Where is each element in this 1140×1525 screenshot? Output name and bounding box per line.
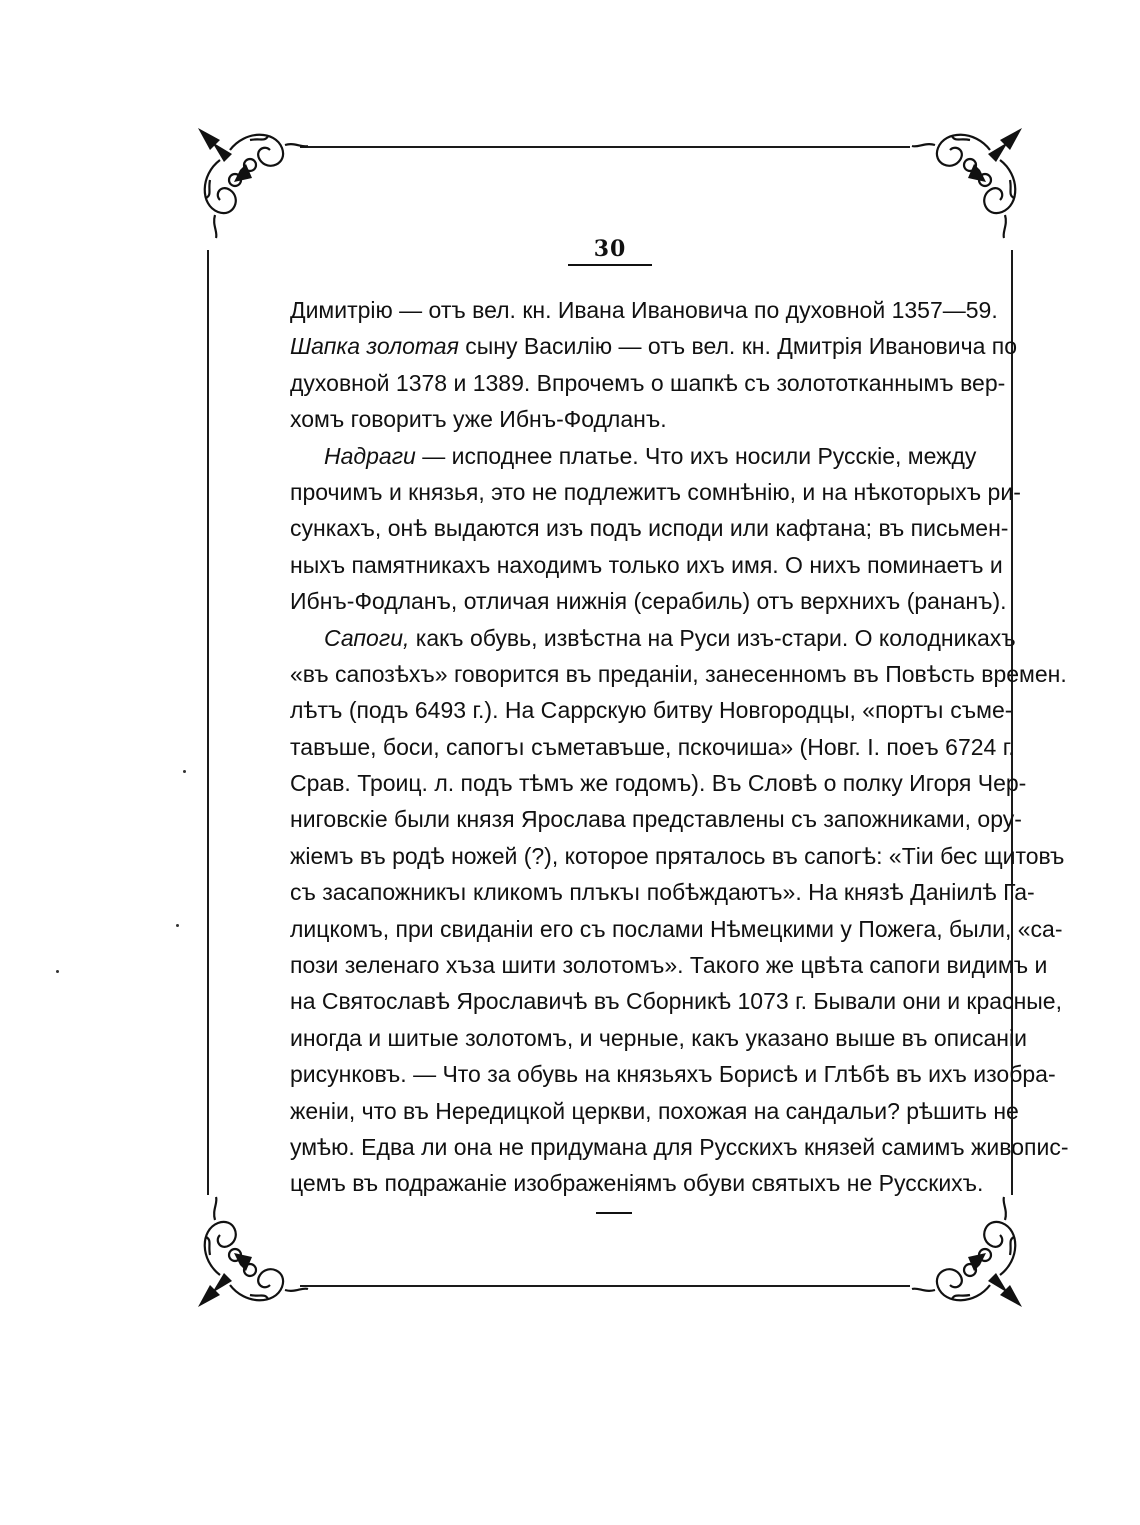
text-segment: рисунковъ. — Что за обувь на князьяхъ Борисѣ и Глѣбѣ въ ихъ изобра- <box>290 1061 1056 1088</box>
text-segment: лицкомъ, при свиданіи его съ послами Нѣмецкими у Пожега, были, «са- <box>290 915 1063 942</box>
text-line <box>290 765 1027 801</box>
text-line <box>290 911 1063 947</box>
text-line <box>290 547 1003 583</box>
text-segment: Срав. Троиц. л. подъ тѣмъ же годомъ). Въ Словѣ о полку Игоря Чер- <box>290 770 1027 797</box>
text-line <box>290 1129 1069 1165</box>
text-line <box>290 729 1015 765</box>
text-segment: тавъше, боси, сапогъı съметавъше, пскочиша» (Новг. I. поеъ 6724 г. <box>290 733 1015 760</box>
text-segment: лѣтъ (подъ 6493 г.). На Саррскую битву Новгородцы, «портъı съме- <box>290 697 1013 724</box>
text-segment: ниговскіе были князя Ярослава представлены съ запожниками, ору- <box>290 806 1022 833</box>
text-line <box>290 874 1035 910</box>
text-segment: съ засапожникъı кликомъ плъкъı побѣждаютъ». На князѣ Даніилѣ Га- <box>290 879 1035 906</box>
body-text <box>290 292 1069 1202</box>
text-segment: иногда и шитые золотомъ, и черные, какъ указано выше въ описаніи <box>290 1024 1027 1051</box>
text-segment: на Святославѣ Ярославичѣ въ Сборникѣ 1073 г. Бывали они и красные, <box>290 988 1062 1015</box>
scan-speck <box>183 770 186 773</box>
corner-ornament-bottom-right <box>900 1185 1030 1315</box>
text-segment: прочимъ и князья, это не подлежитъ сомнѣнію, и на нѣкоторыхъ ри- <box>290 478 1021 505</box>
text-line <box>290 438 977 474</box>
text-segment: «въ сапозѣхъ» говорится въ преданіи, занесенномъ въ Повѣсть времен. <box>290 660 1067 687</box>
text-segment: женіи, что въ Нередицкой церкви, похожая на сандальи? рѣшить не <box>290 1097 1019 1124</box>
frame-top-rule <box>300 146 910 148</box>
page-number: 30 <box>593 236 627 262</box>
text-segment: жіемъ въ родѣ ножей (?), которое пряталось въ сапогѣ: «Тіи бес щитовъ <box>290 842 1065 869</box>
corner-ornament-top-left <box>190 120 320 250</box>
text-line <box>290 620 1016 656</box>
text-segment: — исподнее платье. Что ихъ носили Русскіе, между <box>415 442 977 469</box>
text-line <box>290 328 1018 364</box>
text-line <box>290 983 1062 1019</box>
page-number-underline <box>568 264 652 266</box>
text-line <box>290 1093 1019 1129</box>
text-line <box>290 947 1048 983</box>
text-line <box>290 474 1021 510</box>
frame-left-rule <box>207 250 209 1195</box>
scan-speck <box>56 970 59 973</box>
italic-term: Шапка золотая <box>290 333 459 360</box>
text-segment: цемъ въ подражаніе изображеніямъ обуви святыхъ не Русскихъ. <box>290 1170 984 1197</box>
text-segment: сыну Василію — отъ вел. кн. Дмитрія Ивановича по <box>458 333 1018 360</box>
text-line <box>290 401 935 437</box>
text-line <box>290 510 1009 546</box>
frame-bottom-rule <box>300 1285 910 1287</box>
corner-ornament-bottom-left <box>190 1185 320 1315</box>
text-segment: Ибнъ-Фодланъ, отличая нижнія (серабиль) отъ верхнихъ (рананъ). <box>290 588 1007 615</box>
text-line <box>290 1056 1056 1092</box>
text-segment: духовной 1378 и 1389. Впрочемъ о шапкѣ съ золототканнымъ вер- <box>290 369 1006 396</box>
text-line <box>290 838 1065 874</box>
corner-ornament-top-right <box>900 120 1030 250</box>
scan-speck <box>176 924 179 927</box>
text-line <box>290 656 1067 692</box>
text-line <box>290 365 1006 401</box>
italic-term: Надраги <box>324 442 416 469</box>
text-segment: ныхъ памятникахъ находимъ только ихъ имя. О нихъ поминаетъ и <box>290 551 1003 578</box>
text-segment: сункахъ, онѣ выдаются изъ подъ исподи или кафтана; въ письмен- <box>290 515 1009 542</box>
text-line <box>290 292 998 328</box>
text-line <box>290 692 1013 728</box>
text-segment: какъ обувь, извѣстна на Руси изъ-стари. О колодникахъ <box>409 624 1016 651</box>
text-line <box>290 801 1022 837</box>
text-segment: хомъ говоритъ уже Ибнъ-Фодланъ. <box>290 406 667 433</box>
text-segment: пози зеленаго хъза шити золотомъ». Такого же цвѣта сапоги видимъ и <box>290 952 1048 979</box>
text-line <box>290 1020 1027 1056</box>
text-segment: Димитрію — отъ вел. кн. Ивана Ивановича по духовной 1357—59. <box>290 297 998 323</box>
text-line <box>290 583 1007 619</box>
text-line <box>290 1165 984 1201</box>
italic-term: Сапоги, <box>324 624 410 651</box>
text-segment: умѣю. Едва ли она не придумана для Русскихъ князей самимъ живопис- <box>290 1133 1069 1160</box>
end-rule <box>596 1212 632 1214</box>
